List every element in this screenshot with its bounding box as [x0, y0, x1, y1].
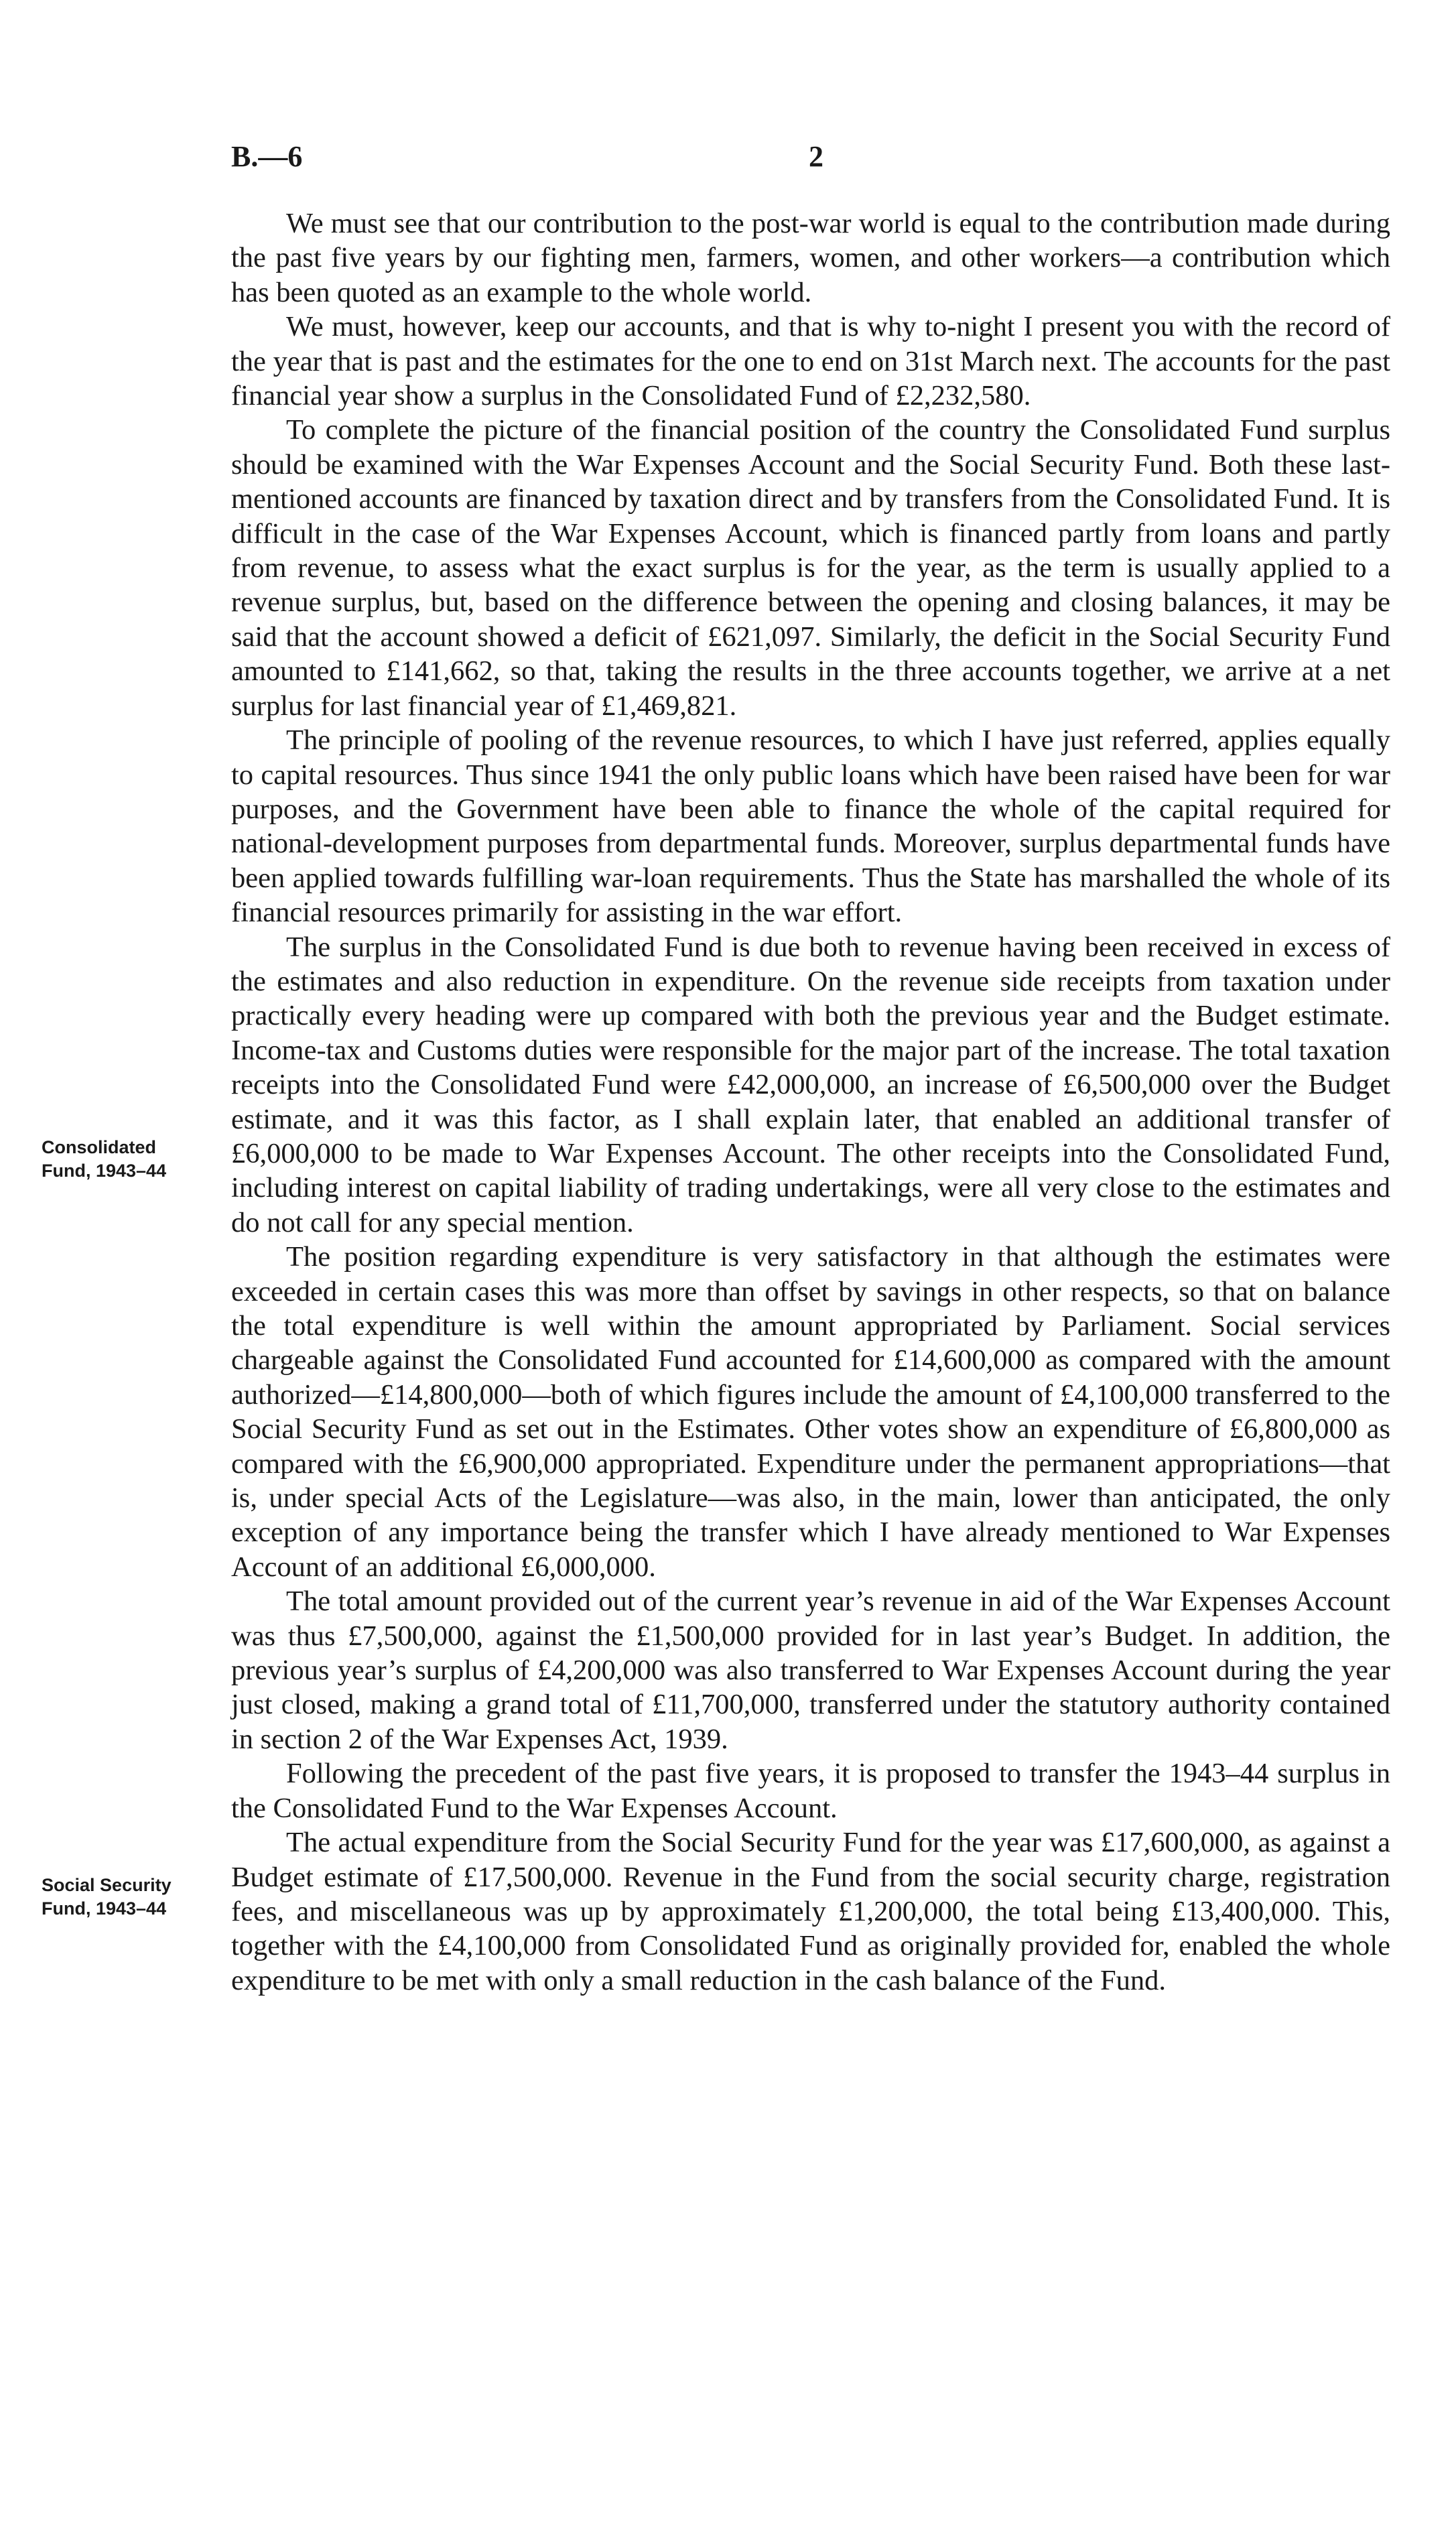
- margin-note-line: Social Security: [42, 1875, 172, 1895]
- paragraph-social-security-fund: The actual expenditure from the Social Security Fund for the year was £17,600,000, as against a Budget estimate of £17,500,000. Revenue in the Fund from the social security charge, registration fees, and miscellaneous was up by approximately £1,200,000, the total being £13,400,000. This, together with the £4,100,000 from Consolidated Fund as originally provided for, enabled the whole expenditure to be met with only a small reduction in the cash balance of the Fund.: [231, 1827, 1390, 1996]
- margin-note-line: Fund, 1943–44: [42, 1898, 167, 1919]
- margin-note-line: Fund, 1943–44: [42, 1161, 167, 1181]
- paragraph-financial-position: To complete the picture of the financial position of the country the Consolidated Fund surplus should be examined with the War Expenses Account and the Social Security Fund. Both these last-mentioned accounts are financed by taxation direct and by transfers from the Consolidated Fund. It is difficult in the case of the War Expenses Account, which is financed partly from loans and partly from revenue, to assess what the exact surplus is for the year, as the term is usually applied to a revenue surplus, but, based on the difference between the opening and closing balances, it may be said that the account showed a deficit of £621,097. Similarly, the deficit in the Social Security Fund amounted to £141,662, so that, taking the results in the three accounts together, we arrive at a net surplus for last financial year of £1,469,821.: [231, 414, 1390, 722]
- paragraph-expenditure-position: The position regarding expenditure is very satisfactory in that although the estimates were exceeded in certain cases this was more than offset by savings in other respects, so that on balance the total expenditure is well within the amount appropriated by Parliament. Social services chargeable against the Consolidated Fund accounted for £14,600,000 as compared with the amount authorized—£14,800,000—both of which figures include the amount of £4,100,000 transferred to the Social Security Fund as set out in the Estimates. Other votes show an expenditure of £6,800,000 as compared with the £6,900,000 appropriated. Expenditure under the permanent appropriations—that is, under special Acts of the Legislature—was also, in the main, lower than anticipated, the only exception of any importance being the transfer which I have already mentioned to War Expenses Account of an additional £6,000,000.: [231, 1241, 1390, 1583]
- document-reference: B.—6: [231, 140, 303, 173]
- paragraph-pooling-resources: The principle of pooling of the revenue resources, to which I have just referred, applies equally to capital resources. Thus since 1941 the only public loans which have been raised have been for war purposes, and the Government have been able to finance the whole of the capital required for national-development purposes from departmental funds. Moreover, surplus departmental funds have been applied towards fulfilling war-loan requirements. Thus the State has marshalled the whole of its financial resources primarily for assisting in the war effort.: [231, 724, 1390, 929]
- margin-note-consolidated-fund: [42, 1136, 222, 1183]
- paragraph-surplus-transfer: Following the precedent of the past five years, it is proposed to transfer the 1943–44 surplus in the Consolidated Fund to the War Expenses Account.: [231, 1758, 1390, 1824]
- page-number: 2: [809, 140, 823, 173]
- margin-note-social-security-fund: [42, 1874, 222, 1921]
- paragraph-accounts-record: We must, however, keep our accounts, and that is why to-night I present you with the record of the year that is past and the estimates for the one to end on 31st March next. The accounts for the past financial year show a surplus in the Consolidated Fund of £2,232,580.: [231, 311, 1390, 412]
- body-text: [231, 206, 1390, 1998]
- paragraph-war-expenses-total: The total amount provided out of the current year’s revenue in aid of the War Expenses Account was thus £7,500,000, against the £1,500,000 provided for in last year’s Budget. In addition, the previous year’s surplus of £4,200,000 was also transferred to War Expenses Account during the year just closed, making a grand total of £11,700,000, transferred under the statutory authority contained in section 2 of the War Expenses Act, 1939.: [231, 1585, 1390, 1755]
- paragraph-post-war-contribution: We must see that our contribution to the post-war world is equal to the contribution made during the past five years by our fighting men, farmers, women, and other workers—a contribution which has been quoted as an example to the whole world.: [231, 208, 1390, 308]
- page-header: [231, 139, 1390, 180]
- paragraph-consolidated-fund-surplus: The surplus in the Consolidated Fund is due both to revenue having been received in excess of the estimates and also reduction in expenditure. On the revenue side receipts from taxation under practically every heading were up compared with both the previous year and the Budget estimate. Income-tax and Customs duties were responsible for the major part of the increase. The total taxation receipts into the Consolidated Fund were £42,000,000, an increase of £6,500,000 over the Budget estimate, and it was this factor, as I shall explain later, that enabled an additional transfer of £6,000,000 to be made to War Expenses Account. The other receipts into the Consolidated Fund, including interest on capital liability of trading undertakings, were all very close to the estimates and do not call for any special mention.: [231, 931, 1390, 1238]
- margin-note-line: Consolidated: [42, 1137, 157, 1157]
